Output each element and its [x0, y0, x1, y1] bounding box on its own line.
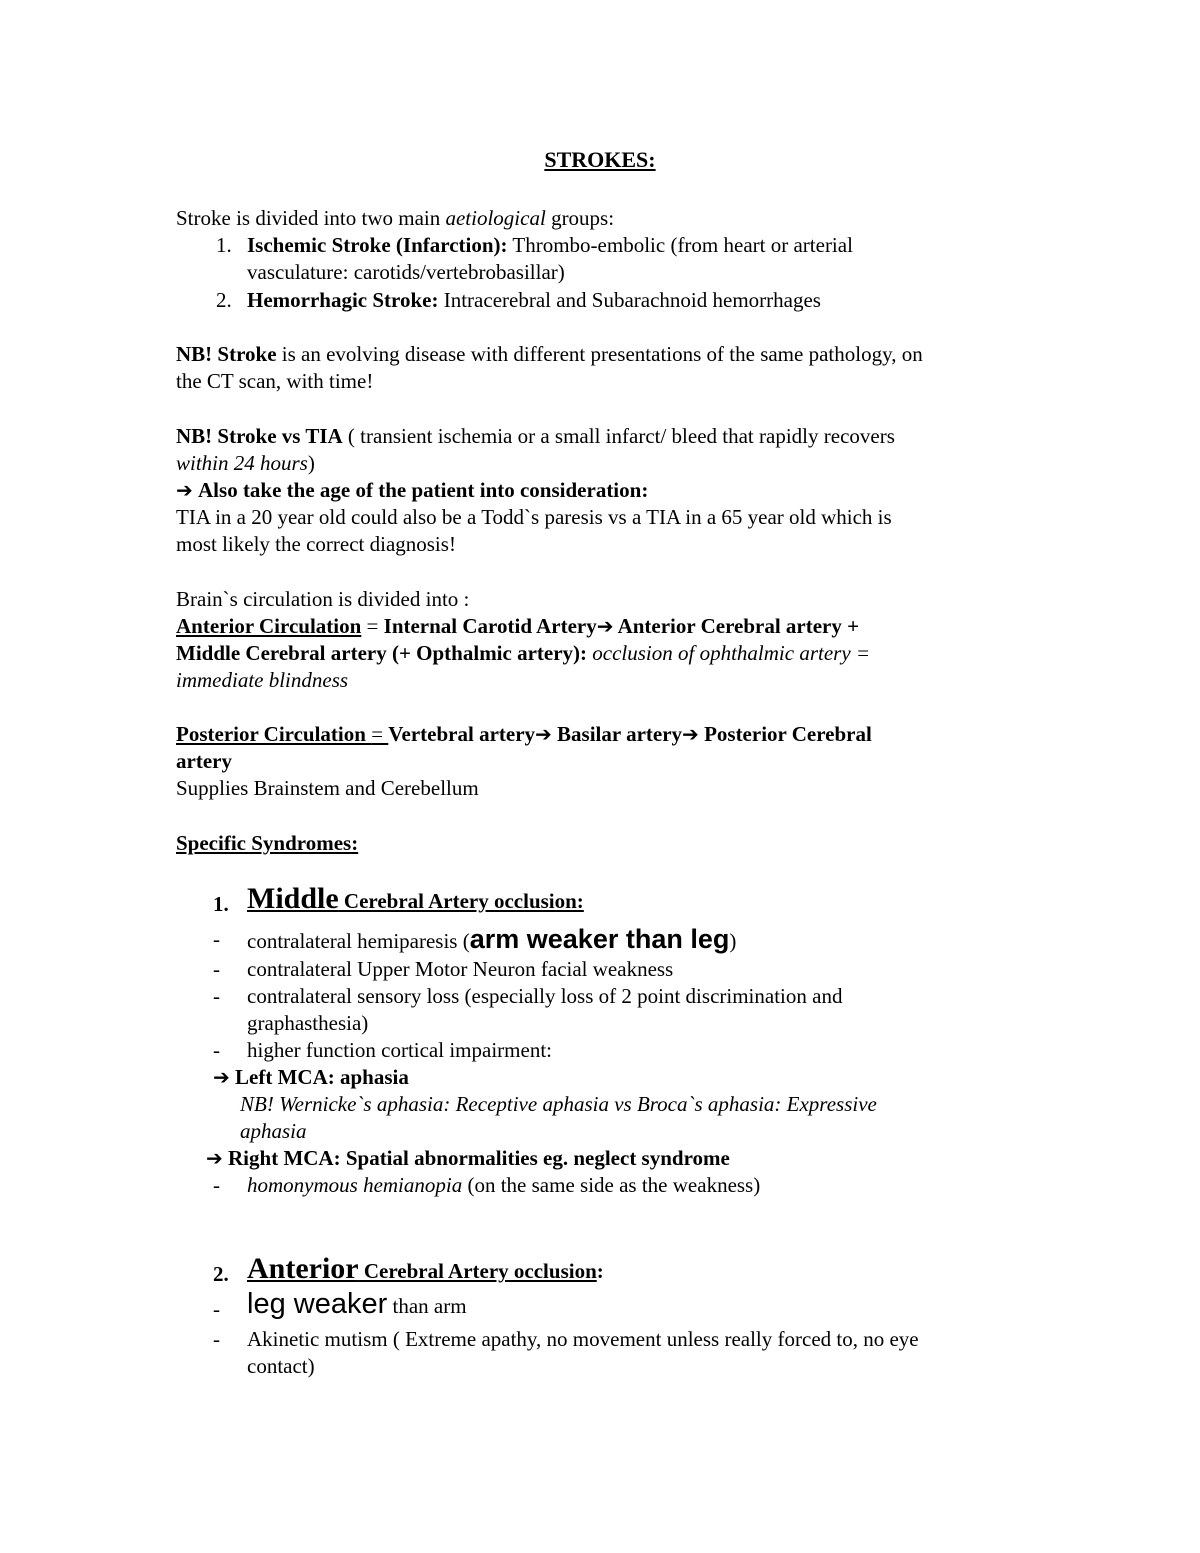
anterior-eq: = [361, 614, 384, 638]
anterior-line-3 [176, 667, 348, 694]
group-1-bold: Ischemic Stroke (Infarction): [247, 233, 508, 257]
group-2-bold: Hemorrhagic Stroke: [247, 288, 439, 312]
group-1-text: Thrombo-embolic (from heart or arterial [507, 233, 853, 257]
syndromes-heading-text: Specific Syndromes: [176, 831, 359, 855]
mca-number: 1. [213, 892, 229, 916]
left-mca-line [213, 1064, 409, 1091]
mca-big: Middle [247, 882, 339, 915]
age-line-1: TIA in a 20 year old could also be a Todd`s paresis vs a TIA in a 65 year old which is [176, 505, 892, 529]
nb1-line [176, 341, 923, 368]
aca-colon: : [596, 1259, 604, 1283]
mca-rest: Cerebral Artery occlusion: [338, 889, 584, 913]
nb1-continuation: the CT scan, with time! [176, 369, 374, 393]
aca-item-1 [247, 1288, 467, 1320]
nb1-bold: NB! Stroke [176, 342, 277, 366]
mca-item-1-big: arm weaker than leg [469, 924, 730, 954]
posterior-eq: = [371, 722, 389, 746]
anterior-line-2 [176, 640, 870, 667]
mca-item-1-dash: - [213, 927, 220, 951]
right-mca-line [206, 1145, 730, 1172]
intro-suffix: groups: [545, 206, 615, 230]
anterior-chain2: Anterior Cerebral artery + [613, 614, 860, 638]
right-mca-bold: Right MCA: Spatial abnormalities eg. neglect syndrome [222, 1146, 730, 1170]
wernicke-italic-2: aphasia [240, 1119, 307, 1143]
anterior-chain1: Internal Carotid Artery [383, 614, 597, 638]
mca-item-1-post: ) [729, 929, 737, 953]
aca-item-2-continuation: contact) [247, 1354, 315, 1378]
posterior-label: Posterior Circulation [176, 722, 372, 746]
posterior-chain2: Basilar artery [551, 722, 683, 746]
anterior-line2-bold: Middle Cerebral artery (+ Opthalmic artery): [176, 641, 588, 665]
anterior-line2-italic: occlusion of ophthalmic artery = [587, 641, 871, 665]
syndromes-heading [176, 830, 358, 857]
aca-big: Anterior [247, 1252, 359, 1285]
age-line-2: most likely the correct diagnosis! [176, 532, 456, 556]
aca-item-1-dash: - [213, 1297, 220, 1321]
aca-item-1-big: leg weaker [247, 1288, 388, 1320]
left-mca-bold: Left MCA: aphasia [229, 1065, 409, 1089]
anterior-label: Anterior Circulation [176, 614, 362, 638]
arrow-icon: ➔ [596, 614, 614, 638]
age-bold: Also take the age of the patient into consideration: [198, 478, 649, 502]
aca-heading [247, 1252, 604, 1285]
intro-italic: aetiological [445, 206, 546, 230]
mca-item-1-pre: contralateral hemiparesis ( [247, 929, 470, 953]
nb2-text: ( transient ischemia or a small infarct/ bleed that rapidly recovers [342, 424, 895, 448]
arrow-icon: ➔ [176, 478, 193, 502]
posterior-chain1: Vertebral artery [388, 722, 536, 746]
posterior-continuation [176, 748, 232, 775]
posterior-chain3: Posterior Cerebral [698, 722, 872, 746]
posterior-supplies: Supplies Brainstem and Cerebellum [176, 776, 479, 800]
mca-item-4-dash: - [213, 1038, 220, 1062]
mca-item-3: contralateral sensory loss (especially loss of 2 point discrimination and [247, 984, 843, 1008]
nb1-text: is an evolving disease with different presentations of the same pathology, on [276, 342, 923, 366]
group-1-line [247, 232, 853, 259]
group-2-line [247, 287, 821, 314]
posterior-circulation-line [176, 721, 872, 748]
aca-number: 2. [213, 1262, 229, 1286]
hemianopia-text: (on the same side as the weakness) [462, 1173, 761, 1197]
mca-item-3-dash: - [213, 984, 220, 1008]
hemianopia-italic: homonymous hemianopia [247, 1173, 463, 1197]
intro-prefix: Stroke is divided into two main [176, 206, 446, 230]
wernicke-line-2 [240, 1118, 307, 1145]
wernicke-line-1 [240, 1091, 877, 1118]
hemianopia-line [247, 1172, 760, 1199]
mca-item-2: contralateral Upper Motor Neuron facial weakness [247, 957, 674, 981]
group-1-continuation: vasculature: carotids/vertebrobasillar) [247, 260, 565, 284]
arrow-icon: ➔ [206, 1146, 223, 1170]
mca-item-1 [247, 926, 736, 955]
aca-item-2: Akinetic mutism ( Extreme apathy, no movement unless really forced to, no eye [247, 1327, 919, 1351]
arrow-icon: ➔ [213, 1065, 230, 1089]
wernicke-italic-1: NB! Wernicke`s aphasia: Receptive aphasia vs Broca`s aphasia: Expressive [240, 1092, 877, 1116]
group-1-number: 1. [216, 233, 232, 257]
intro-line [176, 205, 614, 232]
nb2-cont-suffix: ) [307, 451, 315, 475]
nb2-italic: within 24 hours [176, 451, 308, 475]
mca-item-2-dash: - [213, 957, 220, 981]
aca-rest: Cerebral Artery occlusion [358, 1259, 597, 1283]
group-2-text: Intracerebral and Subarachnoid hemorrhages [438, 288, 821, 312]
hemianopia-dash: - [213, 1173, 220, 1197]
page-title: STROKES: [544, 147, 656, 172]
arrow-icon: ➔ [535, 722, 552, 746]
nb2-continuation [176, 450, 315, 477]
nb2-line [176, 423, 895, 450]
anterior-circulation-line [176, 613, 859, 640]
aca-item-1-text: than arm [387, 1294, 467, 1318]
anterior-line3-italic: immediate blindness [176, 668, 349, 692]
age-line [176, 477, 648, 504]
circulation-intro: Brain`s circulation is divided into : [176, 587, 470, 611]
mca-heading [247, 882, 584, 915]
arrow-icon: ➔ [682, 722, 699, 746]
aca-item-2-dash: - [213, 1327, 220, 1351]
nb2-bold: NB! Stroke vs TIA [176, 424, 343, 448]
posterior-cont: artery [176, 749, 232, 773]
group-2-number: 2. [216, 288, 232, 312]
mca-item-3-continuation: graphasthesia) [247, 1011, 369, 1035]
mca-item-4: higher function cortical impairment: [247, 1038, 552, 1062]
